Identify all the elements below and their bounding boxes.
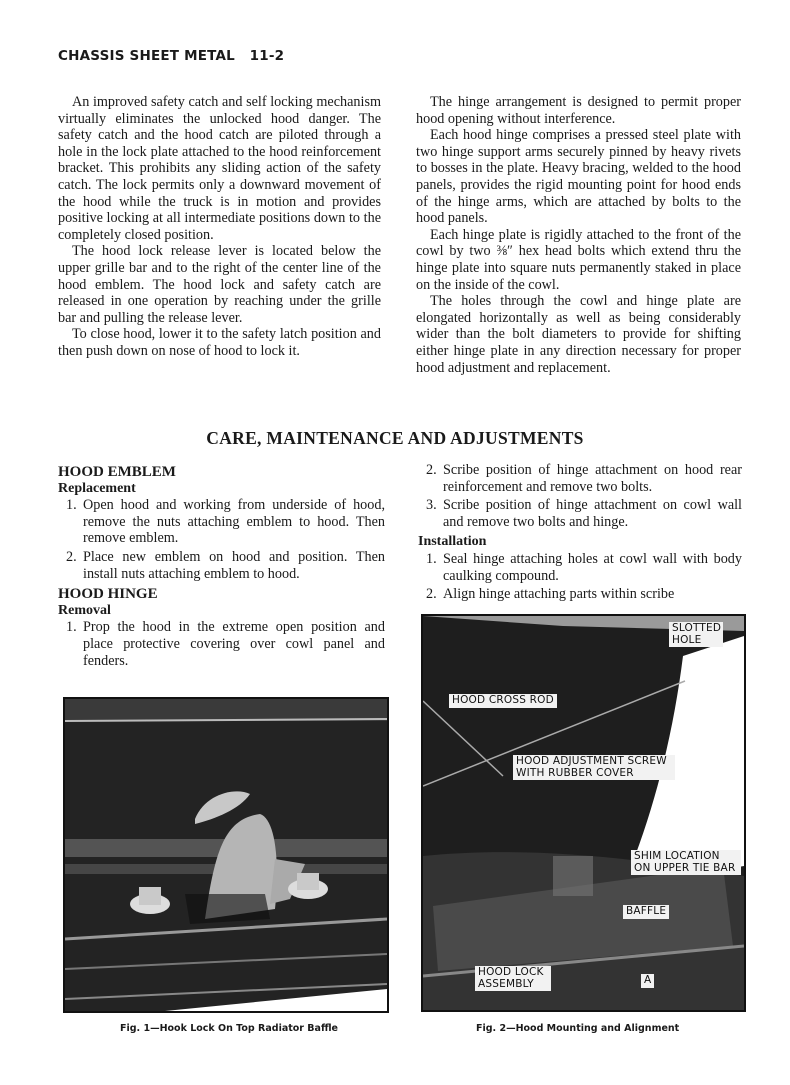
list-item: 1. Seal hinge attaching holes at cowl wall with body caulking compound. [426,550,742,584]
installation-heading: Installation [418,534,487,550]
figure-2-caption: Fig. 2—Hood Mounting and Alignment [476,1023,680,1034]
paragraph: Each hood hinge comprises a pressed steel plate with two hinge support arms securely pinned by heavy rivets to bosses in the plate. Heavy bracing, welded to the hood panels, provides the rigid mounting point for hood ends of the hinge arms, which are attached by bolts to the hood panels. [416,127,741,227]
list-item: 3. Scribe position of hinge attachment on cowl wall and remove two bolts and hinge. [426,497,742,530]
figure-1-photo [63,697,389,1013]
point-a-callout: A [641,974,654,988]
removal-heading: Removal [58,602,111,618]
hood-lock-assembly-callout: HOOD LOCK ASSEMBLY [475,966,551,991]
section-title: CARE, MAINTENANCE AND ADJUSTMENTS [206,428,584,448]
hood-adjustment-screw-callout: HOOD ADJUSTMENT SCREW WITH RUBBER COVER [513,755,675,780]
hood-cross-rod-callout: HOOD CROSS ROD [449,694,557,708]
paragraph: Each hinge plate is rigidly attached to the front of the cowl by two ⅜″ hex head bolts which extend thru the hinge plate into square nuts permanently staked in place on the inside of the cowl. [416,226,741,293]
hood-emblem-heading: HOOD EMBLEM [58,464,176,480]
removal-steps-continued [418,462,742,530]
list-item: 2. Align hinge attaching parts within scribe [426,586,675,603]
replacement-heading: Replacement [58,480,136,496]
paragraph: An improved safety catch and self locking mechanism virtually eliminates the unlocked hood danger. The safety catch and the hood catch are piloted through a hole in the lock plate attached to the hood reinforcement bracket. This prohibits any sliding action of the safety catch. The lock permits only a downward movement of the hood while the truck is in motion and provides positive locking at all intermediate positions down to the completely closed position. [58,94,381,243]
shim-location-callout: SHIM LOCATION ON UPPER TIE BAR [631,850,741,875]
left-column-procedures [58,464,385,673]
hood-hinge-heading: HOOD HINGE [58,586,158,603]
installation-steps [418,551,742,603]
hood-mounting-photo-icon [423,616,744,1010]
removal-steps [58,619,385,669]
hook-lock-photo-icon [65,699,387,1011]
slotted-hole-callout: SLOTTED HOLE [669,622,723,647]
list-item: 2. Place new emblem on hood and position. Then install nuts attaching emblem to hood. [66,548,385,582]
list-item: 2. Scribe position of hinge attachment on hood rear reinforcement and remove two bolts. [426,462,742,495]
left-column-intro [58,94,381,360]
page-header: CHASSIS SHEET METAL 11-2 [58,48,285,64]
paragraph: To close hood, lower it to the safety latch position and then push down on nose of hood to lock it. [58,326,381,359]
baffle-callout: BAFFLE [623,905,669,919]
paragraph: The hinge arrangement is designed to permit proper hood opening without interference. [416,94,741,127]
paragraph: The holes through the cowl and hinge plate are elongated horizontally as well as being considerably wider than the bolt diameters to provide for shifting either hinge plate in any direction necessary for proper hood adjustment and replacement. [416,293,741,376]
list-item: 1. Prop the hood in the extreme open position and place protective covering over cowl panel and fenders. [66,619,385,669]
replacement-steps [58,497,385,582]
figure-1-caption: Fig. 1—Hook Lock On Top Radiator Baffle [120,1023,338,1034]
right-column-procedures [418,462,742,607]
figure-2-photo [421,614,746,1012]
right-column-intro [416,94,741,376]
paragraph: The hood lock release lever is located below the upper grille bar and to the right of the center line of the hood emblem. The hood lock and safety catch are released in one operation by reaching under the grille bar and pulling the release lever. [58,243,381,326]
list-item: 1. Open hood and working from underside of hood, remove the nuts attaching emblem to hood. Then remove emblem. [66,497,385,547]
